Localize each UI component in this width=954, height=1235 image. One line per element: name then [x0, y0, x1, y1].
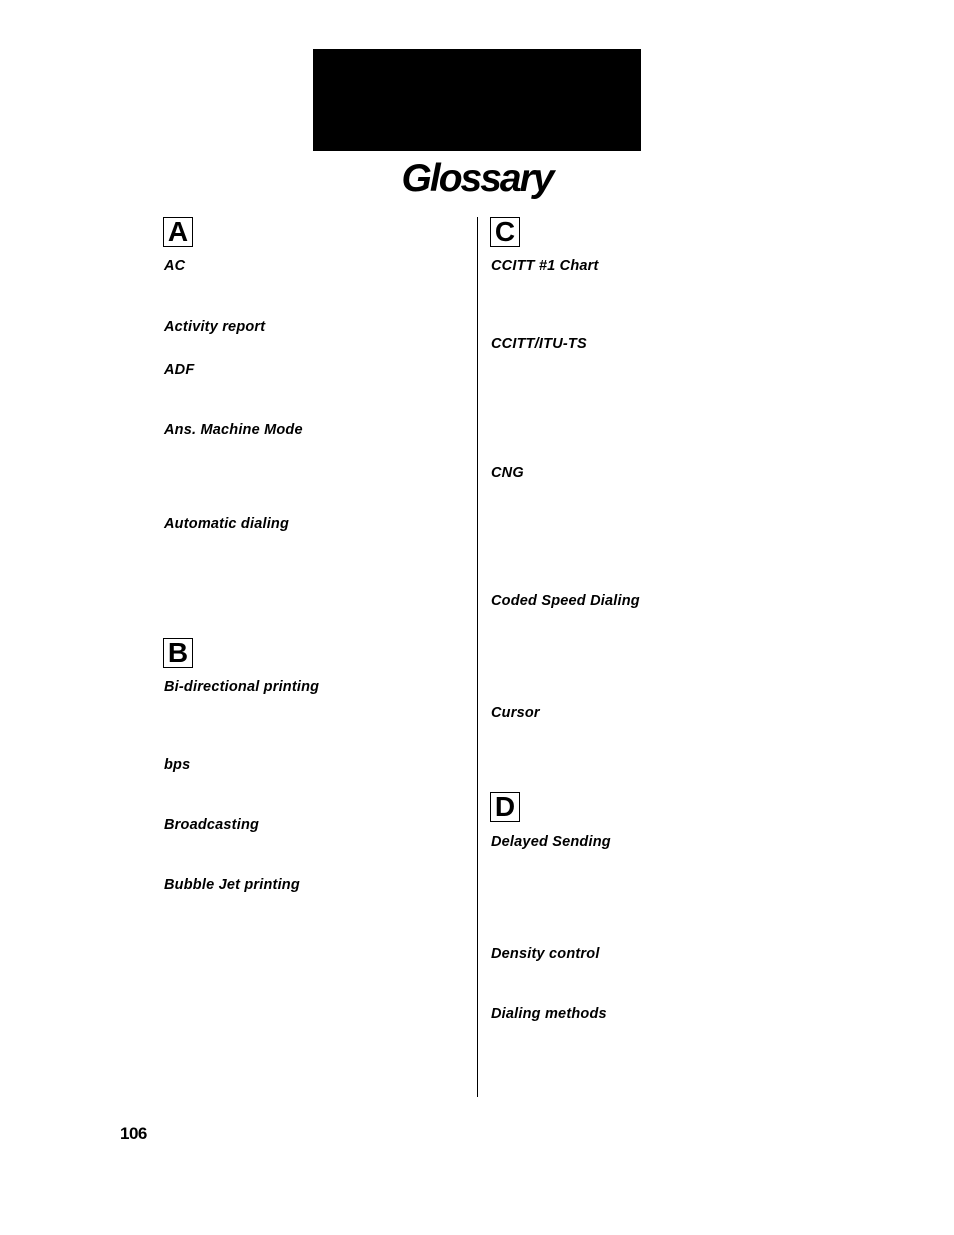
glossary-term: bps — [164, 757, 191, 773]
glossary-term: Delayed Sending — [491, 834, 611, 850]
glossary-term: Density control — [491, 946, 600, 962]
glossary-term: ADF — [164, 362, 195, 378]
section-letter-a: A — [163, 217, 193, 247]
section-letter-b: B — [163, 638, 193, 668]
glossary-term: Bubble Jet printing — [164, 877, 300, 893]
glossary-term: Ans. Machine Mode — [164, 422, 303, 438]
glossary-term: Activity report — [164, 319, 266, 335]
glossary-term: Cursor — [491, 705, 540, 721]
glossary-term: CCITT/ITU-TS — [491, 336, 587, 352]
glossary-term: CCITT #1 Chart — [491, 258, 599, 274]
glossary-term: Coded Speed Dialing — [491, 593, 640, 609]
page-title: Glossary — [401, 157, 553, 200]
glossary-term: AC — [164, 258, 186, 274]
section-letter-c: C — [490, 217, 520, 247]
glossary-term: Bi-directional printing — [164, 679, 320, 695]
header-bar — [313, 49, 641, 151]
glossary-term: Automatic dialing — [164, 516, 290, 532]
glossary-term: Dialing methods — [491, 1006, 607, 1022]
section-letter-d: D — [490, 792, 520, 822]
page-number: 106 — [120, 1124, 147, 1143]
glossary-term: CNG — [491, 465, 524, 481]
glossary-term: Broadcasting — [164, 817, 260, 833]
column-divider — [477, 217, 478, 1097]
